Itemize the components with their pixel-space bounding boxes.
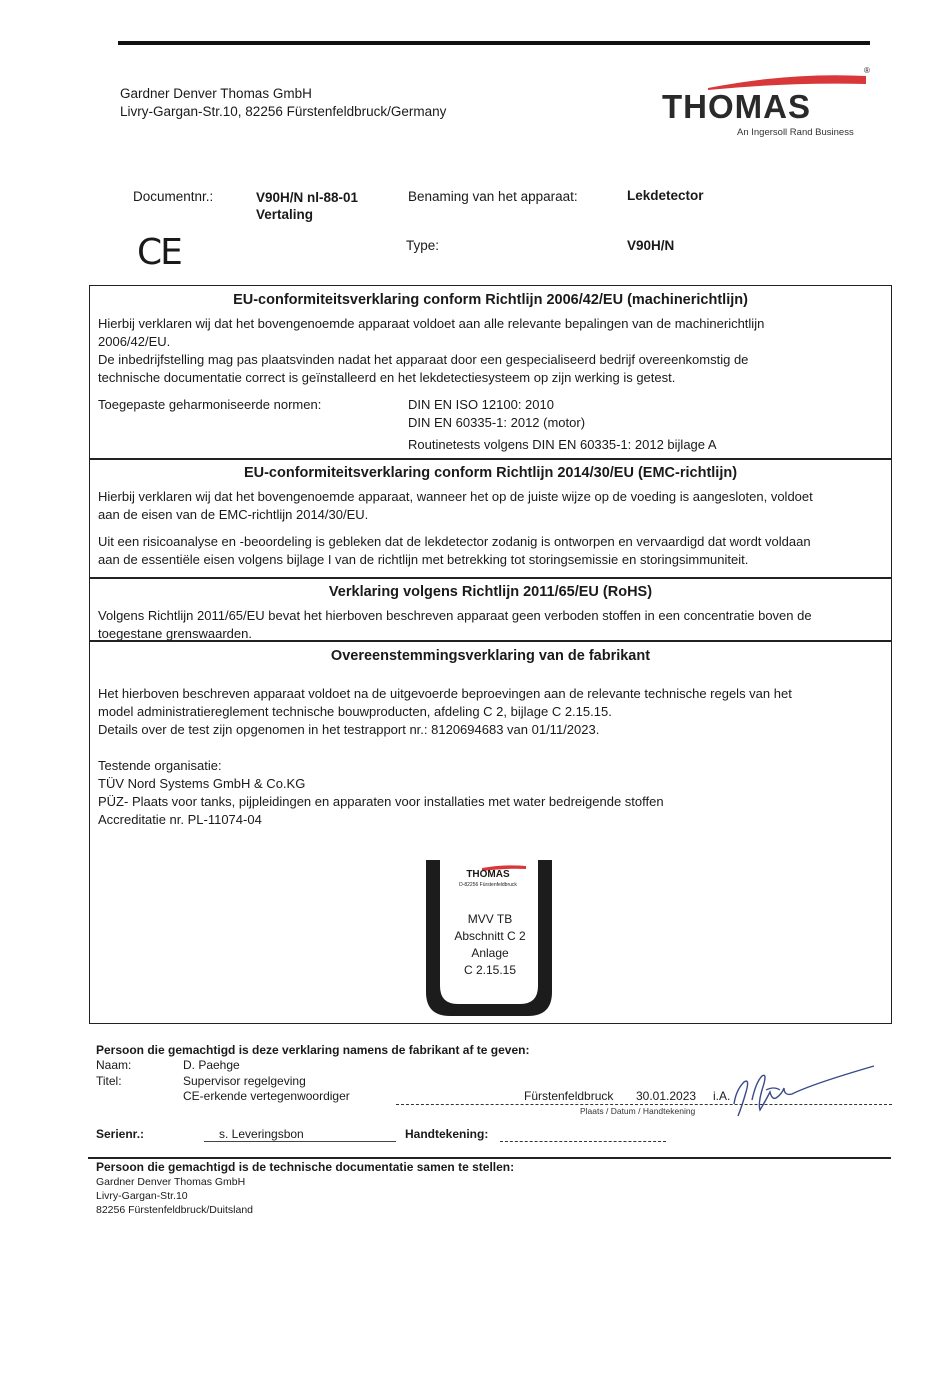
company-name: Gardner Denver Thomas GmbH [120, 86, 312, 101]
place-date-caption: Plaats / Datum / Handtekening [580, 1106, 696, 1116]
doc-translation: Vertaling [256, 207, 314, 222]
type-label: Type: [406, 238, 440, 253]
text-line: Accreditatie nr. PL-11074-04 [98, 812, 262, 827]
doc-number: V90H/N nl-88-01 [256, 190, 359, 205]
text-line: Details over de test zijn opgenomen in het testrapport nr.: 8120694683 van 01/11/2023. [98, 722, 600, 737]
company-address [120, 85, 446, 121]
text-line: 82256 Fürstenfeldbruck/Duitsland [96, 1204, 254, 1216]
stamp-line: Anlage [471, 946, 509, 960]
text-line: Hierbij verklaren wij dat het bovengenoemde apparaat, wanneer het op de juiste wijze op de voeding is aangesloten, voldoet [98, 489, 813, 504]
stamp-text [440, 911, 540, 979]
footer-divider [88, 1157, 891, 1159]
rohs-text [98, 607, 888, 643]
registered-mark: ® [864, 66, 870, 75]
section-divider [89, 458, 892, 460]
text-line: aan de essentiële eisen volgens bijlage I van de richtlijn met betrekking tot storingsemissie en storingsimmuniteit. [98, 552, 749, 567]
thomas-logo: THOMAS [662, 88, 811, 125]
stamp-line: C 2.15.15 [463, 963, 517, 977]
norms-list [408, 396, 878, 454]
date: 30.01.2023 [636, 1089, 697, 1103]
signature-label: Handtekening: [405, 1127, 489, 1141]
text-line: technische documentatie correct is geïnstalleerd en het lekdetectiesysteem op zijn werking is getest. [98, 370, 676, 385]
title-label: Titel: [96, 1074, 122, 1088]
rohs-heading: Verklaring volgens Richtlijn 2011/65/EU (RoHS) [328, 584, 653, 600]
text-line: Volgens Richtlijn 2011/65/EU bevat het hierboven beschreven apparaat geen verboden stoffen in een concentratie boven de [98, 608, 812, 623]
machinery-directive-heading: EU-conformiteitsverklaring conform Richtlijn 2006/42/EU (machinerichtlijn) [233, 292, 748, 308]
device-name-label: Benaming van het apparaat: [408, 189, 578, 204]
norm-item: Routinetests volgens DIN EN 60335-1: 2012 bijlage A [408, 437, 717, 452]
on-behalf: i.A. [713, 1089, 731, 1103]
technical-file-heading: Persoon die gemachtigd is de technische documentatie samen te stellen: [96, 1160, 515, 1174]
name-label: Naam: [96, 1058, 132, 1072]
serial-label: Serienr.: [96, 1127, 145, 1141]
norms-label: Toegepaste geharmoniseerde normen: [98, 397, 322, 412]
text-line: Het hierboven beschreven apparaat voldoet na de uitgevoerde beproevingen aan de relevante technische regels van het [98, 686, 792, 701]
stamp-line: Abschnitt C 2 [454, 929, 526, 943]
doc-number-label: Documentnr.: [133, 189, 214, 204]
title-value [183, 1074, 350, 1104]
authorized-person-heading: Persoon die gemachtigd is deze verklaring namens de fabrikant af te geven: [96, 1043, 530, 1057]
machinery-directive-text [98, 315, 888, 387]
text-line: 2006/42/EU. [98, 334, 171, 349]
text-line: Livry-Gargan-Str.10 [96, 1190, 188, 1202]
text-line: PÜZ- Plaats voor tanks, pijpleidingen en apparaten voor installaties met water bedreigende stoffen [98, 794, 664, 809]
company-street: Livry-Gargan-Str.10, 82256 Fürstenfeldbruck/Germany [120, 104, 447, 119]
logo-tagline: An Ingersoll Rand Business [737, 127, 854, 138]
technical-file-address [96, 1175, 253, 1217]
text-line: Supervisor regelgeving [183, 1074, 306, 1088]
signature-field-line [500, 1141, 666, 1143]
manufacturer-declaration-text [98, 685, 888, 739]
ce-mark: CE [137, 232, 181, 273]
signature-image [722, 1060, 882, 1122]
top-rule [118, 41, 870, 45]
text-line: Uit een risicoanalyse en -beoordeling is gebleken dat de lekdetector zodanig is ontworpen en vervaardigd dat wordt voldaan [98, 534, 811, 549]
text-line: CE-erkende vertegenwoordiger [183, 1089, 350, 1103]
type-value: V90H/N [627, 238, 675, 253]
text-line: aan de eisen van de EMC-richtlijn 2014/30/EU. [98, 507, 369, 522]
stamp-sub: D-82256 Fürstenfeldbruck [459, 882, 517, 888]
doc-number-value [256, 189, 358, 223]
testing-organisation [98, 757, 888, 829]
serial-line [204, 1141, 396, 1142]
section-divider [89, 577, 892, 579]
emc-directive-text [98, 488, 888, 569]
serial-value: s. Leveringsbon [219, 1127, 304, 1141]
stamp-brand: THOMAS [466, 869, 510, 880]
text-line: Gardner Denver Thomas GmbH [96, 1176, 246, 1188]
text-line: Hierbij verklaren wij dat het bovengenoemde apparaat voldoet aan alle relevante bepalingen van de machinerichtlijn [98, 316, 765, 331]
text-line: TÜV Nord Systems GmbH & Co.KG [98, 776, 306, 791]
text-line: model administratiereglement technische bouwproducten, afdeling C 2, bijlage C 2.15.15. [98, 704, 612, 719]
name-value: D. Paehge [183, 1058, 240, 1072]
text-line: Testende organisatie: [98, 758, 222, 773]
stamp-line: MVV TB [467, 912, 513, 926]
text-line: De inbedrijfstelling mag pas plaatsvinden nadat het apparaat door een gespecialiseerd bedrijf overeenkomstig de [98, 352, 749, 367]
place: Fürstenfeldbruck [524, 1089, 614, 1103]
emc-directive-heading: EU-conformiteitsverklaring conform Richtlijn 2014/30/EU (EMC-richtlijn) [243, 465, 738, 481]
norm-item: DIN EN 60335-1: 2012 (motor) [408, 415, 586, 430]
device-name-value: Lekdetector [627, 188, 704, 203]
norm-item: DIN EN ISO 12100: 2010 [408, 397, 554, 412]
manufacturer-declaration-heading: Overeenstemmingsverklaring van de fabrikant [330, 648, 651, 664]
text-line: toegestane grenswaarden. [98, 626, 252, 641]
